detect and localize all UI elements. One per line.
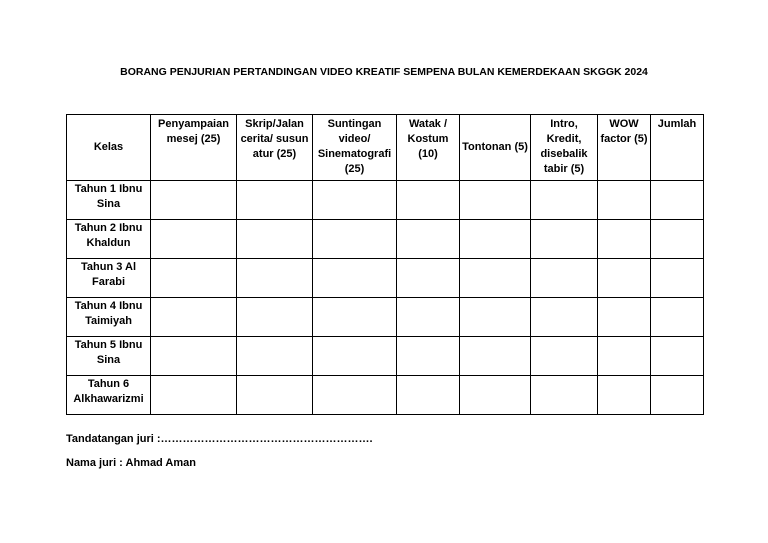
table-row	[67, 376, 704, 415]
scoring-table	[66, 114, 704, 415]
score-cell[interactable]	[531, 376, 598, 415]
score-cell[interactable]	[397, 259, 460, 298]
total-cell[interactable]	[651, 376, 704, 415]
judge-name-line: Nama juri : Ahmad Aman	[66, 457, 196, 469]
score-cell[interactable]	[313, 376, 397, 415]
score-cell[interactable]	[397, 337, 460, 376]
score-cell[interactable]	[237, 376, 313, 415]
header-jumlah: Jumlah	[651, 115, 704, 181]
header-penyampaian: Penyampaian mesej (25)	[151, 115, 237, 181]
score-cell[interactable]	[460, 337, 531, 376]
score-cell[interactable]	[237, 220, 313, 259]
score-cell[interactable]	[460, 259, 531, 298]
class-name: Tahun 5 Ibnu Sina	[67, 337, 151, 376]
header-watak: Watak / Kostum (10)	[397, 115, 460, 181]
header-skrip: Skrip/Jalan cerita/ susun atur (25)	[237, 115, 313, 181]
score-cell[interactable]	[237, 298, 313, 337]
score-cell[interactable]	[313, 181, 397, 220]
header-intro: Intro, Kredit, disebalik tabir (5)	[531, 115, 598, 181]
table-row	[67, 298, 704, 337]
table-row	[67, 181, 704, 220]
score-cell[interactable]	[397, 376, 460, 415]
score-cell[interactable]	[460, 376, 531, 415]
score-cell[interactable]	[151, 298, 237, 337]
score-cell[interactable]	[313, 337, 397, 376]
score-cell[interactable]	[598, 181, 651, 220]
total-cell[interactable]	[651, 259, 704, 298]
total-cell[interactable]	[651, 181, 704, 220]
score-cell[interactable]	[598, 220, 651, 259]
judge-signature-line: Tandatangan juri :………………………………………………….	[66, 433, 373, 445]
total-cell[interactable]	[651, 337, 704, 376]
score-cell[interactable]	[598, 376, 651, 415]
score-cell[interactable]	[151, 220, 237, 259]
score-cell[interactable]	[313, 220, 397, 259]
score-cell[interactable]	[151, 181, 237, 220]
header-suntingan: Suntingan video/ Sinematografi (25)	[313, 115, 397, 181]
score-cell[interactable]	[460, 181, 531, 220]
score-cell[interactable]	[151, 376, 237, 415]
score-cell[interactable]	[598, 259, 651, 298]
score-cell[interactable]	[151, 337, 237, 376]
score-cell[interactable]	[237, 337, 313, 376]
class-name: Tahun 4 Ibnu Taimiyah	[67, 298, 151, 337]
score-cell[interactable]	[237, 181, 313, 220]
score-cell[interactable]	[531, 298, 598, 337]
score-cell[interactable]	[313, 259, 397, 298]
table-row	[67, 259, 704, 298]
header-row	[67, 115, 704, 181]
table-row	[67, 220, 704, 259]
table-row	[67, 337, 704, 376]
total-cell[interactable]	[651, 298, 704, 337]
score-cell[interactable]	[598, 298, 651, 337]
class-name: Tahun 2 Ibnu Khaldun	[67, 220, 151, 259]
header-tontonan: Tontonan (5)	[460, 115, 531, 181]
header-kelas: Kelas	[67, 115, 151, 181]
total-cell[interactable]	[651, 220, 704, 259]
score-cell[interactable]	[397, 181, 460, 220]
score-cell[interactable]	[531, 181, 598, 220]
score-cell[interactable]	[460, 298, 531, 337]
score-cell[interactable]	[460, 220, 531, 259]
score-cell[interactable]	[531, 337, 598, 376]
score-cell[interactable]	[531, 259, 598, 298]
class-name: Tahun 3 Al Farabi	[67, 259, 151, 298]
form-title: BORANG PENJURIAN PERTANDINGAN VIDEO KREATIF SEMPENA BULAN KEMERDEKAAN SKGGK 2024	[120, 66, 648, 78]
score-cell[interactable]	[151, 259, 237, 298]
score-cell[interactable]	[397, 220, 460, 259]
header-wow: WOW factor (5)	[598, 115, 651, 181]
score-cell[interactable]	[598, 337, 651, 376]
score-cell[interactable]	[531, 220, 598, 259]
score-cell[interactable]	[313, 298, 397, 337]
score-cell[interactable]	[237, 259, 313, 298]
class-name: Tahun 1 Ibnu Sina	[67, 181, 151, 220]
class-name: Tahun 6 Alkhawarizmi	[67, 376, 151, 415]
score-cell[interactable]	[397, 298, 460, 337]
